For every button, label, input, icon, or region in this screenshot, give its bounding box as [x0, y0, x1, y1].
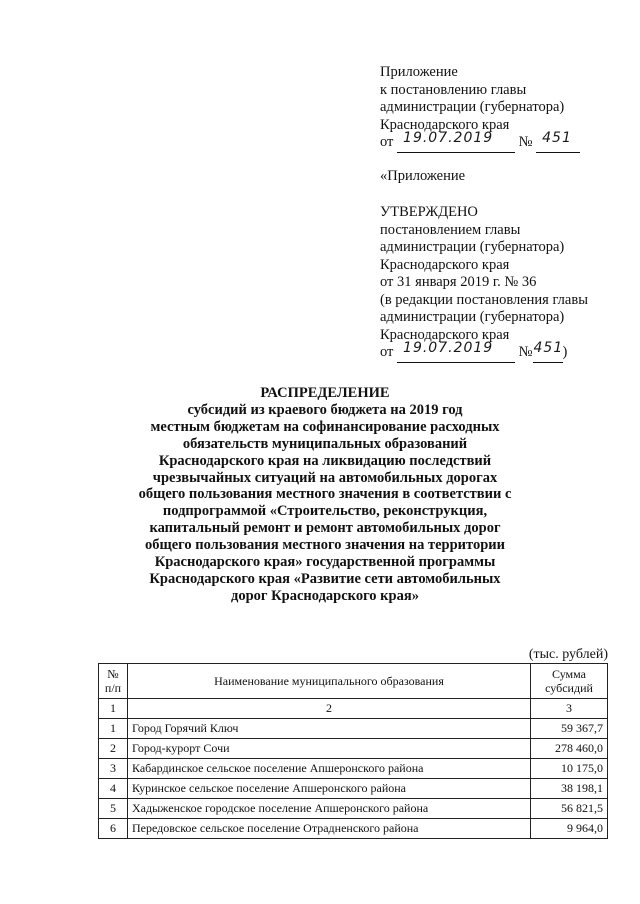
- title-line: обязательств муниципальных образований: [182, 435, 468, 452]
- header-number: № п/п: [99, 664, 128, 699]
- quoted-appendix-text: «Приложение: [380, 168, 466, 184]
- row-number: 1: [99, 719, 128, 739]
- appendix-line: Приложение: [380, 64, 458, 80]
- number-prefix: №: [518, 134, 533, 150]
- table-row: [99, 819, 608, 839]
- municipality-name: Хадыженское городское поселение Апшеронского района: [128, 799, 531, 819]
- title-line: местным бюджетам на софинансирование расходных: [150, 418, 500, 435]
- title-line: подпрограммой «Строительство, реконструкция,: [162, 503, 488, 520]
- header-amount: Сумма субсидий: [531, 664, 608, 699]
- date-underline: [397, 340, 515, 363]
- municipality-name: Город Горячий Ключ: [128, 719, 531, 739]
- number-underline: [533, 340, 564, 363]
- row-number: 2: [99, 739, 128, 759]
- title-line: чрезвычайных ситуаций на автомобильных дорогах: [152, 469, 498, 486]
- approved-line: Краснодарского края: [380, 326, 510, 343]
- date-prefix: от: [380, 134, 394, 150]
- table-row: [99, 779, 608, 799]
- row-number: 5: [99, 799, 128, 819]
- title-line: общего пользования местного значения на территории: [144, 537, 505, 554]
- approved-line: постановлением главы: [380, 221, 521, 238]
- subsidy-amount: 10 175,0: [531, 759, 608, 779]
- approved-date-line: [380, 340, 630, 363]
- appendix-line: администрации (губернатора): [380, 99, 565, 115]
- subsidy-amount: 9 964,0: [531, 819, 608, 839]
- handwritten-number: 451: [533, 340, 564, 356]
- date-underline: [397, 130, 515, 153]
- municipality-name: Передовское сельское поселение Отрадненского района: [128, 819, 531, 839]
- appendix-line: к постановлению главы: [380, 81, 527, 98]
- title-line: РАСПРЕДЕЛЕНИЕ: [260, 385, 390, 401]
- title-line: дорог Краснодарского края»: [231, 587, 419, 604]
- subsidy-table: [98, 663, 608, 839]
- municipality-name: Кабардинское сельское поселение Апшеронского района: [128, 759, 531, 779]
- title-line: капитальный ремонт и ремонт автомобильных дорог: [149, 520, 501, 537]
- closing-parenthesis: ): [562, 344, 568, 360]
- handwritten-number: 451: [542, 130, 572, 146]
- subsidy-amount: 38 198,1: [531, 779, 608, 799]
- appendix-date-line: [380, 130, 630, 153]
- row-number: 3: [99, 759, 128, 779]
- date-prefix: от: [380, 344, 394, 360]
- document-title: [130, 385, 520, 605]
- row-number: 4: [99, 779, 128, 799]
- number-underline: [536, 130, 580, 153]
- municipality-name: Город-курорт Сочи: [128, 739, 531, 759]
- title-line: Краснодарского края на ликвидацию последствий: [158, 452, 492, 469]
- table-row: [99, 799, 608, 819]
- table-header-row: [99, 664, 608, 699]
- approved-line: Краснодарского края: [380, 256, 510, 273]
- approval-stamp-block: [380, 204, 630, 363]
- column-index-row: [99, 699, 608, 719]
- index-cell: 2: [128, 699, 531, 719]
- title-line: общего пользования местного значения в соответствии с: [138, 486, 512, 503]
- handwritten-date: 19.07.2019: [403, 340, 494, 356]
- subsidy-amount: 278 460,0: [531, 739, 608, 759]
- approved-line: администрации (губернатора): [380, 309, 565, 325]
- approved-line: от 31 января 2019 г. № 36: [380, 274, 537, 290]
- index-cell: 1: [99, 699, 128, 719]
- title-line: субсидий из краевого бюджета на 2019 год: [187, 401, 463, 418]
- header-municipality: Наименование муниципального образования: [128, 664, 531, 699]
- quoted-appendix-label: [380, 168, 630, 186]
- municipality-name: Куринское сельское поселение Апшеронского района: [128, 779, 531, 799]
- approved-line: УТВЕРЖДЕНО: [380, 204, 478, 220]
- approved-line: (в редакции постановления главы: [380, 291, 588, 308]
- table-row: [99, 739, 608, 759]
- table-row: [99, 719, 608, 739]
- index-cell: 3: [531, 699, 608, 719]
- title-line: Краснодарского края «Развитие сети автомобильных: [149, 570, 501, 587]
- approved-line: администрации (губернатора): [380, 239, 565, 255]
- appendix-header: [380, 64, 630, 153]
- number-prefix: №: [518, 344, 533, 360]
- unit-label: (тыс. рублей): [528, 647, 608, 662]
- handwritten-date: 19.07.2019: [403, 130, 494, 146]
- subsidy-amount: 56 821,5: [531, 799, 608, 819]
- subsidy-amount: 59 367,7: [531, 719, 608, 739]
- row-number: 6: [99, 819, 128, 839]
- title-line: Краснодарского края» государственной программы: [154, 554, 496, 571]
- appendix-line: Краснодарского края: [380, 116, 510, 133]
- table-row: [99, 759, 608, 779]
